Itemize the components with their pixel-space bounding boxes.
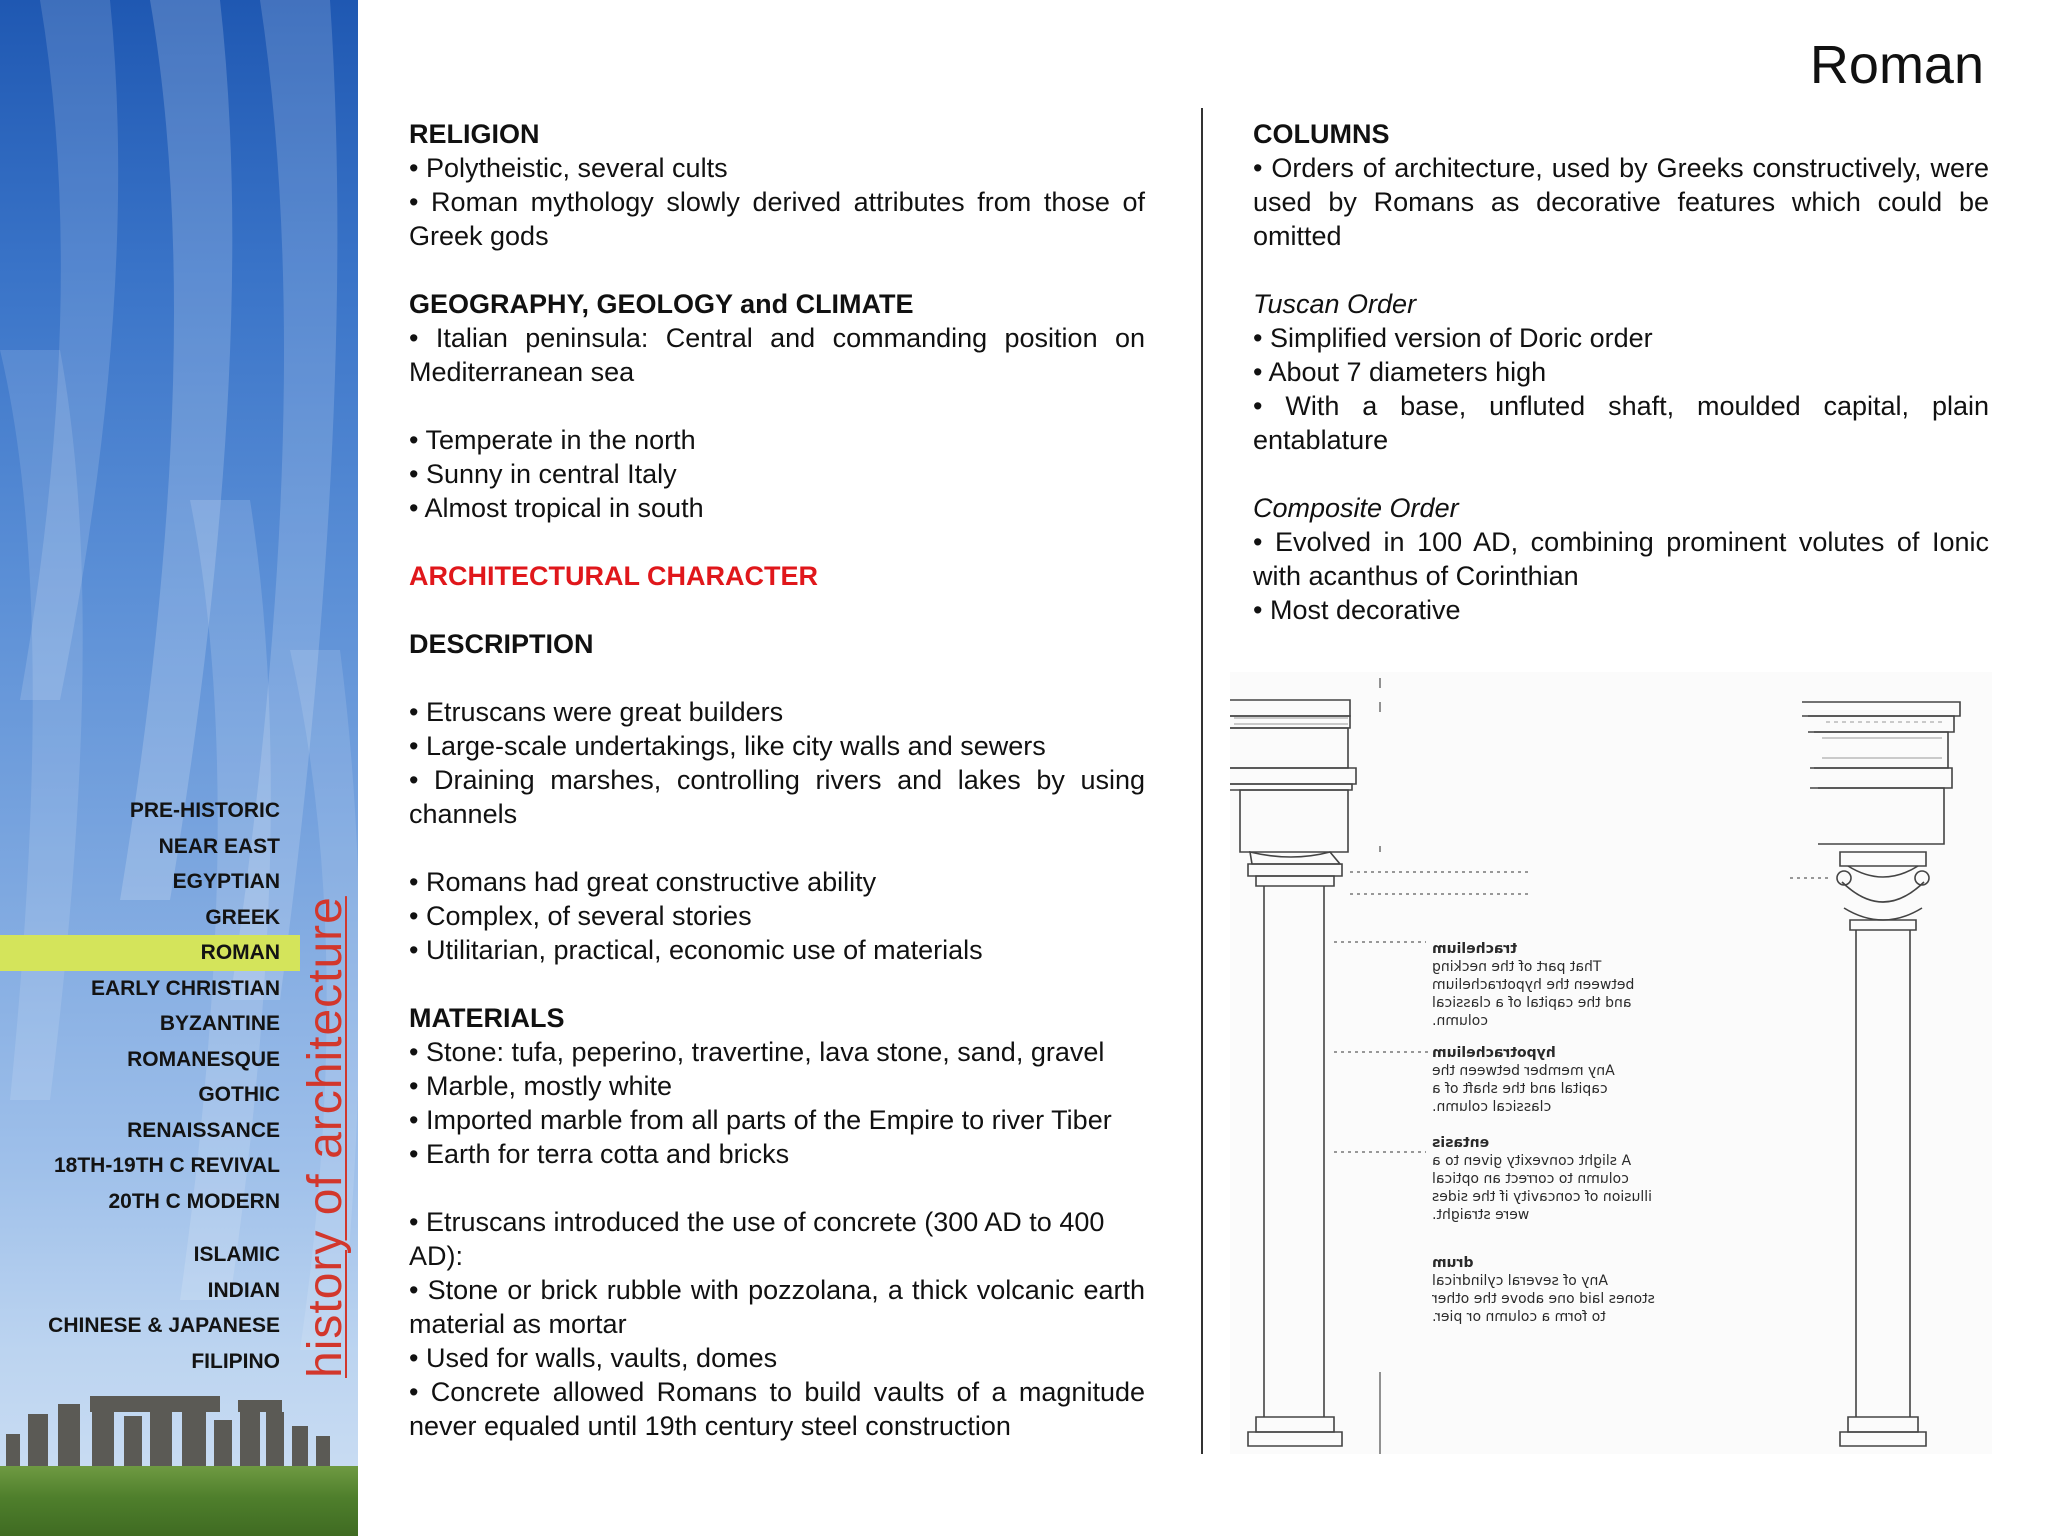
tuscan-bullet: • With a base, unfluted shaft, moulded capital, plain entablature xyxy=(1253,391,1989,455)
materials-bullet: • Imported marble from all parts of the Empire to river Tiber xyxy=(409,1105,1112,1135)
nav-item-early-christian[interactable]: EARLY CHRISTIAN xyxy=(90,976,280,1000)
nav-item-byzantine[interactable]: BYZANTINE xyxy=(159,1012,280,1035)
nav-item-pre-historic[interactable]: PRE-HISTORIC xyxy=(129,799,280,822)
right-text-column xyxy=(1253,117,1989,627)
entasis-line: A slight convexity given to a xyxy=(1432,1153,1632,1169)
tuscan-order-heading: Tuscan Order xyxy=(1253,289,1417,319)
climate-bullet: • Temperate in the north xyxy=(409,425,696,455)
climate-bullet: • Sunny in central Italy xyxy=(409,459,677,489)
materials-bullet: • Concrete allowed Romans to build vaults of a magnitude never equaled until 19th century steel construction xyxy=(409,1377,1145,1441)
materials-bullet: • Etruscans introduced the use of concrete (300 AD to 400 AD): xyxy=(409,1207,1105,1271)
religion-bullet: • Polytheistic, several cults xyxy=(409,153,728,183)
hypotrachelium-label xyxy=(1432,1044,1615,1116)
nav-item-islamic[interactable]: ISLAMIC xyxy=(193,1243,280,1266)
columns-heading: COLUMNS xyxy=(1253,119,1390,149)
materials-bullet: • Stone or brick rubble with pozzolana, a thick volcanic earth material as mortar xyxy=(409,1275,1145,1339)
climate-bullet: • Almost tropical in south xyxy=(409,493,704,523)
trachelium-line: and the capital of a classical xyxy=(1432,995,1632,1011)
nav-item-near-east[interactable]: NEAR EAST xyxy=(158,834,280,858)
composite-bullet: • Evolved in 100 AD, combining prominent volutes of Ionic with acanthus of Corinthian xyxy=(1253,527,1989,591)
description-bullet: • Etruscans were great builders xyxy=(409,697,784,727)
trachelium-label xyxy=(1432,940,1634,1030)
drum-label xyxy=(1432,1254,1655,1326)
religion-heading: RELIGION xyxy=(409,119,540,149)
entasis-title: entasis xyxy=(1432,1135,1490,1151)
description-bullet: • Draining marshes, controlling rivers and lakes by using channels xyxy=(409,765,1145,829)
grass-ground xyxy=(0,1466,358,1536)
column-divider xyxy=(1201,108,1203,1454)
entasis-line: column to correct an optical xyxy=(1432,1171,1629,1187)
nav-item-romanesque[interactable]: ROMANESQUE xyxy=(127,1047,280,1071)
left-text-column xyxy=(409,117,1145,1443)
nav-gap xyxy=(0,1219,300,1237)
nav-item-chinese-japanese[interactable]: CHINESE & JAPANESE xyxy=(48,1314,280,1337)
description-heading: DESCRIPTION xyxy=(409,629,594,659)
drum-title: drum xyxy=(1432,1255,1474,1271)
entasis-line: illusion of concavity if the sides xyxy=(1432,1189,1653,1205)
drum-line: to form a column or pier. xyxy=(1432,1309,1606,1325)
materials-bullet: • Marble, mostly white xyxy=(409,1071,673,1101)
nav-item-indian[interactable]: INDIAN xyxy=(207,1278,280,1302)
description-bullet: • Utilitarian, practical, economic use of materials xyxy=(409,935,983,965)
roman-columns-illustration xyxy=(1230,672,1992,1454)
religion-bullet: • Roman mythology slowly derived attributes from those of Greek gods xyxy=(409,187,1145,251)
trachelium-line: That part of the necking xyxy=(1432,959,1602,975)
nav-item-20th-c-modern[interactable]: 20TH C MODERN xyxy=(108,1189,280,1213)
architectural-character-heading: ARCHITECTURAL CHARACTER xyxy=(409,561,818,591)
hypotrachelium-line: classical column. xyxy=(1432,1099,1552,1115)
page-title: Roman xyxy=(1809,35,1984,95)
trachelium-title: trachelium xyxy=(1432,941,1517,957)
nav-item-renaissance[interactable]: RENAISSANCE xyxy=(127,1118,280,1142)
composite-order-heading: Composite Order xyxy=(1253,493,1459,523)
nav-item-roman[interactable]: ROMAN xyxy=(0,935,300,971)
nav-item-egyptian[interactable]: EGYPTIAN xyxy=(172,870,280,893)
sidebar xyxy=(0,0,358,1536)
materials-bullet: • Earth for terra cotta and bricks xyxy=(409,1139,790,1169)
nav-item-greek[interactable]: GREEK xyxy=(205,905,280,929)
composite-bullet: • Most decorative xyxy=(1253,595,1461,625)
nav-item-filipino[interactable]: FILIPINO xyxy=(191,1349,280,1373)
materials-heading: MATERIALS xyxy=(409,1003,565,1033)
description-bullet: • Complex, of several stories xyxy=(409,901,752,931)
tuscan-bullet: • About 7 diameters high xyxy=(1253,357,1547,387)
geography-bullet: • Italian peninsula: Central and commanding position on Mediterranean sea xyxy=(409,323,1145,387)
geography-heading: GEOGRAPHY, GEOLOGY and CLIMATE xyxy=(409,289,914,319)
entasis-label xyxy=(1432,1134,1652,1224)
nav-item-gothic[interactable]: GOTHIC xyxy=(198,1083,280,1106)
tuscan-bullet: • Simplified version of Doric order xyxy=(1253,323,1653,353)
hypotrachelium-title: hypotrachelium xyxy=(1432,1045,1556,1061)
trachelium-line: column. xyxy=(1432,1013,1488,1029)
description-bullet: • Large-scale undertakings, like city walls and sewers xyxy=(409,731,1046,761)
description-bullet: • Romans had great constructive ability xyxy=(409,867,877,897)
entasis-line: were straight. xyxy=(1432,1207,1530,1223)
hypotrachelium-line: Any member between the xyxy=(1432,1063,1615,1079)
materials-bullet: • Used for walls, vaults, domes xyxy=(409,1343,778,1373)
drum-line: Any of several cylindrical xyxy=(1432,1273,1608,1289)
vertical-series-title: history of architecture xyxy=(299,896,352,1378)
materials-bullet: • Stone: tufa, peperino, travertine, lava stone, sand, gravel xyxy=(409,1037,1105,1067)
hypotrachelium-line: capital and the shaft of a xyxy=(1432,1081,1608,1097)
period-navigation xyxy=(0,793,300,1379)
drum-line: stones laid one above the other xyxy=(1432,1291,1655,1307)
nav-item-18th-19th-c-revival[interactable]: 18TH-19TH C REVIVAL xyxy=(54,1154,280,1177)
trachelium-line: between the hypotrachelium xyxy=(1432,977,1635,993)
columns-bullet: • Orders of architecture, used by Greeks constructively, were used by Romans as decorative features which could be omitted xyxy=(1253,153,1989,251)
